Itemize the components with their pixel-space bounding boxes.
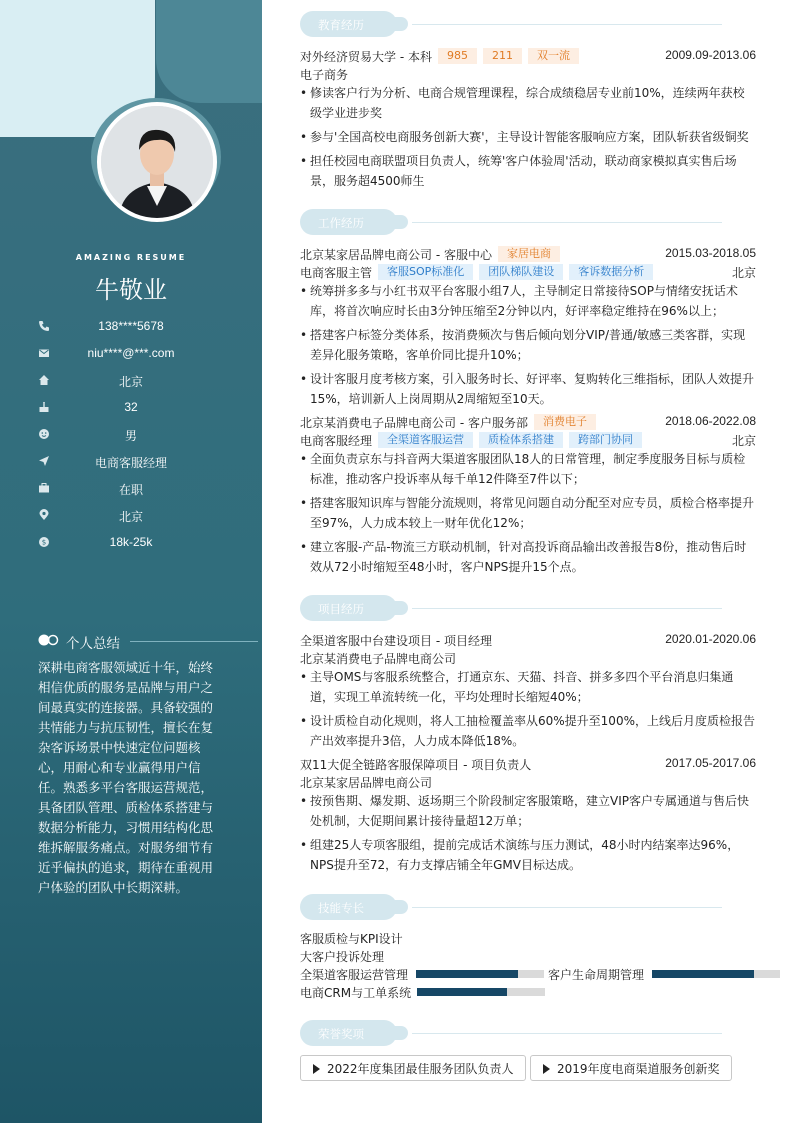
city-value: 北京 bbox=[118, 510, 143, 524]
company-name: 北京某家居品牌电商公司 - 客服中心 bbox=[300, 248, 492, 262]
role-title: 电商客服经理 bbox=[300, 434, 373, 448]
info-gender bbox=[0, 426, 262, 444]
section-title: 荣誉奖项 bbox=[318, 1027, 364, 1041]
work-role-row bbox=[300, 264, 756, 282]
summary-header bbox=[38, 632, 258, 652]
summary-text: 深耕电商客服领域近十年，始终相信优质的服务是品牌与用户之间最真实的连接器。具备较强的共情能力与抗压韧性，擅长在复杂客诉场景中快速定位问题核心，用耐心和专业赢得用户信任。熟悉多平台客服运营规范，具备团队管理、质检体系搭建与数据分析能力，习惯用结构化思维拆解服务痛点。对服务细节有近乎偏执的追求，期待在重视用户体验的团队中长期深耕。 bbox=[38, 660, 214, 895]
age-value: 32 bbox=[124, 400, 138, 414]
avatar-portrait-icon bbox=[101, 106, 213, 218]
education-major-row bbox=[300, 66, 756, 84]
work-role-row bbox=[300, 432, 756, 450]
position-value: 电商客服经理 bbox=[94, 456, 167, 470]
skill-level-fill bbox=[652, 970, 754, 978]
education-bullet: • 担任校园电商联盟项目负责人，统筹'客户体验周'活动，联动商家模拟真实售后场景，服务超4500师生 bbox=[300, 151, 756, 191]
skill-tag: 全渠道客服运营 bbox=[378, 432, 473, 448]
project-bullet: • 主导OMS与客服系统整合，打通京东、天猫、抖音、拼多多四个平台消息归集通道，实现工单流转统一化，平均处理时长缩短40%； bbox=[300, 667, 756, 707]
education-header bbox=[300, 48, 756, 66]
work-bullet: • 统筹拼多多与小红书双平台客服小组7人，主导制定日常接待SOP与情绪安抚话术库，将首次响应时长由3分钟压缩至2分钟以内，好评率稳定维持在96%以上； bbox=[300, 281, 756, 321]
school-tag: 985 bbox=[438, 48, 477, 64]
work-city: 北京 bbox=[731, 266, 756, 280]
award-item bbox=[530, 1055, 732, 1081]
toggle-circles-icon bbox=[38, 634, 60, 648]
salary-value: 18k-25k bbox=[109, 535, 153, 549]
work-header bbox=[300, 246, 756, 264]
skill-tag: 质检体系搭建 bbox=[479, 432, 563, 448]
hometown-value: 北京 bbox=[118, 375, 143, 389]
skill-bar-label: 全渠道客服运营管理 bbox=[300, 968, 409, 982]
education-bullet: • 修读客户行为分析、电商合规管理课程，综合成绩稳居专业前10%，连续两年获校级学业进步奖 bbox=[300, 83, 756, 123]
skill-bar-label: 电商CRM与工单系统 bbox=[300, 986, 412, 1000]
section-title: 技能专长 bbox=[318, 901, 364, 915]
section-title: 教育经历 bbox=[318, 18, 364, 32]
skill-tag: 团队梯队建设 bbox=[479, 264, 563, 280]
skill-tag: 客诉数据分析 bbox=[569, 264, 653, 280]
gender-value: 男 bbox=[124, 429, 137, 443]
project-title: 全渠道客服中台建设项目 - 项目经理 bbox=[300, 634, 492, 648]
project-bullet: • 按预售期、爆发期、返场期三个阶段制定客服策略，建立VIP客户专属通道与售后快处机制，大促期间累计接待量超12万单； bbox=[300, 791, 756, 831]
section-header-awards bbox=[300, 1020, 740, 1046]
skill-tag: 跨部门协同 bbox=[569, 432, 642, 448]
work-header bbox=[300, 414, 756, 432]
triangle-right-icon bbox=[313, 1064, 320, 1074]
project-header bbox=[300, 756, 756, 774]
project-period: 2020.01-2020.06 bbox=[665, 632, 756, 646]
summary-divider bbox=[130, 641, 258, 642]
email-value: niu****@***.com bbox=[87, 346, 175, 360]
sidebar bbox=[0, 0, 262, 1123]
award-text: 2022年度集团最佳服务团队负责人 bbox=[327, 1062, 514, 1076]
school-name: 对外经济贸易大学 - 本科 bbox=[300, 50, 432, 64]
section-header-education bbox=[300, 11, 740, 37]
info-city bbox=[0, 507, 262, 525]
project-company-row bbox=[300, 650, 756, 668]
award-item bbox=[300, 1055, 526, 1081]
work-bullet: • 搭建客户标签分类体系，按消费频次与售后倾向划分VIP/普通/敏感三类客群，实现差异化服务策略，客单价同比提升10%； bbox=[300, 325, 756, 365]
info-email bbox=[0, 345, 262, 363]
project-title: 双11大促全链路客服保障项目 - 项目负责人 bbox=[300, 758, 532, 772]
brand-label: AMAZING RESUME bbox=[75, 253, 187, 262]
info-age bbox=[0, 399, 262, 417]
company-name: 北京某消费电子品牌电商公司 - 客户服务部 bbox=[300, 416, 528, 430]
project-company: 北京某消费电子品牌电商公司 bbox=[300, 652, 457, 666]
skill-text-item: 客服质检与KPI设计 bbox=[300, 932, 403, 946]
status-value: 在职 bbox=[118, 483, 143, 497]
skill-level-bar bbox=[416, 970, 544, 978]
work-period: 2018.06-2022.08 bbox=[665, 414, 756, 428]
education-bullet: • 参与'全国高校电商服务创新大赛'，主导设计智能客服响应方案，团队斩获省级铜奖 bbox=[300, 127, 756, 147]
skill-level-fill bbox=[417, 988, 507, 996]
skill-text-item: 大客户投诉处理 bbox=[300, 950, 385, 964]
project-period: 2017.05-2017.06 bbox=[665, 756, 756, 770]
avatar bbox=[97, 102, 217, 222]
industry-tag: 消费电子 bbox=[534, 414, 596, 430]
section-header-project bbox=[300, 595, 740, 621]
work-bullet: • 设计客服月度考核方案，引入服务时长、好评率、复购转化三维指标，团队人效提升15%，培训新人上岗周期从2周缩短至10天。 bbox=[300, 369, 756, 409]
info-phone bbox=[0, 318, 262, 336]
info-status bbox=[0, 480, 262, 498]
phone-value: 138****5678 bbox=[98, 319, 164, 333]
info-hometown bbox=[0, 372, 262, 390]
work-bullet: • 搭建客服知识库与智能分流规则，将常见问题自动分配至对应专员，质检合格率提升至97%，人力成本较上一财年优化12%； bbox=[300, 493, 756, 533]
triangle-right-icon bbox=[543, 1064, 550, 1074]
school-tag: 双一流 bbox=[528, 48, 579, 64]
school-tag: 211 bbox=[483, 48, 522, 64]
svg-text:$: $ bbox=[41, 538, 47, 547]
project-company-row bbox=[300, 774, 756, 792]
industry-tag: 家居电商 bbox=[498, 246, 560, 262]
summary-title: 个人总结 bbox=[66, 636, 120, 652]
info-position bbox=[0, 453, 262, 471]
candidate-name: 牛敬业 bbox=[95, 276, 167, 304]
role-title: 电商客服主管 bbox=[300, 266, 373, 280]
section-title: 项目经历 bbox=[318, 602, 364, 616]
work-period: 2015.03-2018.05 bbox=[665, 246, 756, 260]
project-bullet: • 组建25人专项客服组，提前完成话术演练与压力测试，48小时内结案率达96%，NPS提升至72，有力支撑店铺全年GMV目标达成。 bbox=[300, 835, 756, 875]
work-city: 北京 bbox=[731, 434, 756, 448]
section-title: 工作经历 bbox=[318, 216, 364, 230]
project-company: 北京某家居品牌电商公司 bbox=[300, 776, 433, 790]
project-header bbox=[300, 632, 756, 650]
skill-level-bar bbox=[417, 988, 545, 996]
skill-tag: 客服SOP标准化 bbox=[378, 264, 473, 280]
sidebar-decoration bbox=[156, 0, 262, 103]
project-bullet: • 设计质检自动化规则，将人工抽检覆盖率从60%提升至100%，上线后月度质检报告产出效率提升3倍，人力成本降低18%。 bbox=[300, 711, 756, 751]
work-bullet: • 全面负责京东与抖音两大渠道客服团队18人的日常管理，制定季度服务目标与质检标准，推动客户投诉率从每千单12件降至7件以下； bbox=[300, 449, 756, 489]
award-text: 2019年度电商渠道服务创新奖 bbox=[557, 1062, 720, 1076]
section-header-work bbox=[300, 209, 740, 235]
info-salary bbox=[0, 534, 262, 552]
work-bullet: • 建立客服-产品-物流三方联动机制，针对高投诉商品输出改善报告8份，推动售后时效从72小时缩短至48小时，客户NPS提升15个点。 bbox=[300, 537, 756, 577]
skill-bar-label: 客户生命周期管理 bbox=[548, 968, 645, 982]
section-header-skills bbox=[300, 894, 740, 920]
education-period: 2009.09-2013.06 bbox=[665, 48, 756, 62]
skill-level-fill bbox=[416, 970, 518, 978]
skill-level-bar bbox=[652, 970, 780, 978]
education-major: 电子商务 bbox=[300, 68, 349, 82]
